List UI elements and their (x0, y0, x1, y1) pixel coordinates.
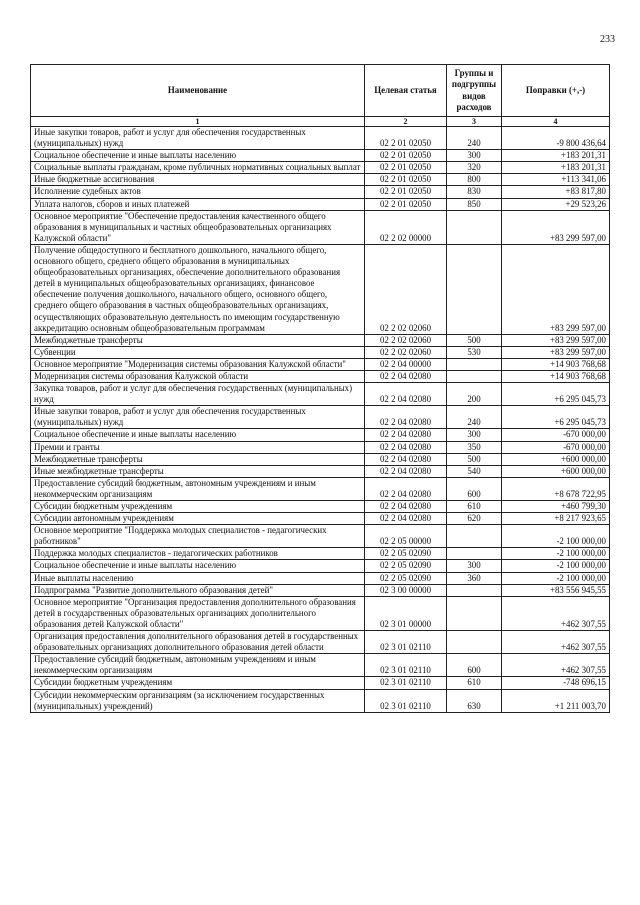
row-expense-group-cell: 630 (447, 689, 502, 712)
row-amendment-cell: -2 100 000,00 (502, 525, 610, 548)
table-body (31, 127, 610, 713)
row-amendment-cell: -2 100 000,00 (502, 572, 610, 584)
row-amendment-cell: +14 903 768,68 (502, 358, 610, 370)
table-row (31, 689, 610, 712)
row-target-article-cell: 02 2 04 02080 (365, 441, 447, 453)
row-name-cell: Иные межбюджетные трансферты (31, 465, 365, 477)
header-name: Наименование (31, 65, 365, 117)
row-target-article-cell: 02 2 01 02050 (365, 174, 447, 186)
row-target-article-cell: 02 2 04 00000 (365, 358, 447, 370)
row-name-cell: Закупка товаров, работ и услуг для обеспечения государственных (муниципальных) нужд (31, 383, 365, 406)
row-name-cell: Исполнение судебных актов (31, 186, 365, 198)
row-expense-group-cell: 800 (447, 174, 502, 186)
table-row (31, 548, 610, 560)
row-expense-group-cell (447, 244, 502, 334)
row-name-cell: Подпрограмма "Развитие дополнительного образования детей" (31, 584, 365, 596)
header-expense-group: Группы и подгруппы видов расходов (447, 65, 502, 117)
row-target-article-cell: 02 2 02 02060 (365, 334, 447, 346)
row-name-cell: Межбюджетные трансферты (31, 453, 365, 465)
row-name-cell: Основное мероприятие "Организация предоставления дополнительного образования детей в государственных образовательных организациях дополнительного образования детей Калужской области" (31, 596, 365, 630)
table-row (31, 465, 610, 477)
row-amendment-cell: -748 696,15 (502, 677, 610, 689)
row-target-article-cell: 02 2 02 00000 (365, 210, 447, 244)
table-row (31, 406, 610, 429)
row-expense-group-cell: 500 (447, 453, 502, 465)
row-target-article-cell: 02 2 05 02090 (365, 548, 447, 560)
row-amendment-cell: +83 817,80 (502, 186, 610, 198)
row-target-article-cell: 02 2 04 02080 (365, 501, 447, 513)
row-amendment-cell: +183 201,31 (502, 150, 610, 162)
row-amendment-cell: +462 307,55 (502, 596, 610, 630)
table-row (31, 584, 610, 596)
row-amendment-cell: +462 307,55 (502, 654, 610, 677)
table-row (31, 631, 610, 654)
row-target-article-cell: 02 2 04 02080 (365, 429, 447, 441)
row-amendment-cell: +83 299 597,00 (502, 210, 610, 244)
header-row (31, 65, 610, 117)
row-target-article-cell: 02 2 01 02050 (365, 186, 447, 198)
row-expense-group-cell: 500 (447, 334, 502, 346)
row-name-cell: Социальное обеспечение и иные выплаты населению (31, 429, 365, 441)
row-expense-group-cell: 610 (447, 501, 502, 513)
row-amendment-cell: +600 000,00 (502, 465, 610, 477)
row-expense-group-cell: 320 (447, 162, 502, 174)
row-name-cell: Получение общедоступного и бесплатного дошкольного, начального общего, основного общего, среднего общего образования в муниципальных общеобразовательных организациях, обеспечение дополнительного образования детей в муниципальных общеобразовательных организациях, финансовое обеспечение получения дошкольного, начального общего, основного общего, среднего общего образования в частных общеобразовательных организациях, осуществляющих образовательную деятельность по имеющим государственную аккредитацию основным общеобразовательным программам (31, 244, 365, 334)
row-amendment-cell: +8 217 923,65 (502, 513, 610, 525)
row-target-article-cell: 02 3 01 02110 (365, 677, 447, 689)
row-target-article-cell: 02 3 01 00000 (365, 596, 447, 630)
column-index: 2 (365, 117, 447, 127)
row-expense-group-cell: 200 (447, 383, 502, 406)
row-expense-group-cell: 530 (447, 346, 502, 358)
row-target-article-cell: 02 2 02 02060 (365, 346, 447, 358)
row-name-cell: Уплата налогов, сборов и иных платежей (31, 198, 365, 210)
row-expense-group-cell: 300 (447, 560, 502, 572)
row-target-article-cell: 02 2 04 02080 (365, 406, 447, 429)
row-expense-group-cell: 360 (447, 572, 502, 584)
row-amendment-cell: +600 000,00 (502, 453, 610, 465)
row-expense-group-cell: 850 (447, 198, 502, 210)
table-row (31, 525, 610, 548)
row-name-cell: Основное мероприятие "Модернизация системы образования Калужской области" (31, 358, 365, 370)
row-name-cell: Иные закупки товаров, работ и услуг для обеспечения государственных (муниципальных) нужд (31, 406, 365, 429)
table-row (31, 150, 610, 162)
row-name-cell: Организация предоставления дополнительного образования детей в государственных образовательных организациях дополнительного образования детей области (31, 631, 365, 654)
row-target-article-cell: 02 2 05 02090 (365, 560, 447, 572)
row-target-article-cell: 02 2 01 02050 (365, 162, 447, 174)
row-name-cell: Поддержка молодых специалистов - педагогических работников (31, 548, 365, 560)
row-name-cell: Основное мероприятие "Обеспечение предоставления качественного общего образования в муниципальных и частных общеобразовательных организациях Калужской области" (31, 210, 365, 244)
row-name-cell: Межбюджетные трансферты (31, 334, 365, 346)
page-number: 233 (600, 34, 615, 45)
row-name-cell: Социальное обеспечение и иные выплаты населению (31, 150, 365, 162)
table-row (31, 441, 610, 453)
row-expense-group-cell (447, 548, 502, 560)
row-name-cell: Премии и гранты (31, 441, 365, 453)
table-row (31, 453, 610, 465)
row-target-article-cell: 02 2 01 02050 (365, 150, 447, 162)
row-expense-group-cell (447, 210, 502, 244)
row-name-cell: Предоставление субсидий бюджетным, автономным учреждениям и иным некоммерческим организациям (31, 654, 365, 677)
row-expense-group-cell: 600 (447, 477, 502, 500)
row-expense-group-cell: 240 (447, 406, 502, 429)
row-name-cell: Субсидии некоммерческим организациям (за исключением государственных (муниципальных) учреждений) (31, 689, 365, 712)
table-row (31, 513, 610, 525)
row-target-article-cell: 02 2 05 02090 (365, 572, 447, 584)
row-amendment-cell: -670 000,00 (502, 429, 610, 441)
row-name-cell: Иные выплаты населению (31, 572, 365, 584)
row-name-cell: Субсидии бюджетным учреждениям (31, 501, 365, 513)
table-row (31, 244, 610, 334)
row-target-article-cell: 02 2 04 02080 (365, 477, 447, 500)
row-expense-group-cell: 600 (447, 654, 502, 677)
row-target-article-cell: 02 2 04 02080 (365, 513, 447, 525)
row-expense-group-cell (447, 631, 502, 654)
row-amendment-cell: -2 100 000,00 (502, 560, 610, 572)
table-row (31, 346, 610, 358)
row-expense-group-cell: 610 (447, 677, 502, 689)
row-target-article-cell: 02 3 00 00000 (365, 584, 447, 596)
row-expense-group-cell: 540 (447, 465, 502, 477)
table-row (31, 186, 610, 198)
row-expense-group-cell (447, 596, 502, 630)
row-amendment-cell: +83 299 597,00 (502, 244, 610, 334)
row-amendment-cell: +6 295 045,73 (502, 406, 610, 429)
table-row (31, 334, 610, 346)
row-amendment-cell: +462 307,55 (502, 631, 610, 654)
column-index-row (31, 117, 610, 127)
row-target-article-cell: 02 2 05 00000 (365, 525, 447, 548)
row-name-cell: Субсидии бюджетным учреждениям (31, 677, 365, 689)
table-row (31, 560, 610, 572)
table-row (31, 501, 610, 513)
row-expense-group-cell (447, 358, 502, 370)
row-expense-group-cell: 300 (447, 150, 502, 162)
table-row (31, 383, 610, 406)
row-name-cell: Основное мероприятие "Поддержка молодых специалистов - педагогических работников" (31, 525, 365, 548)
row-expense-group-cell: 350 (447, 441, 502, 453)
row-amendment-cell: +113 341,06 (502, 174, 610, 186)
table-row (31, 596, 610, 630)
row-expense-group-cell (447, 525, 502, 548)
column-index: 4 (502, 117, 610, 127)
row-expense-group-cell: 240 (447, 127, 502, 150)
row-expense-group-cell (447, 370, 502, 382)
row-name-cell: Субсидии автономным учреждениям (31, 513, 365, 525)
row-name-cell: Иные закупки товаров, работ и услуг для обеспечения государственных (муниципальных) нужд (31, 127, 365, 150)
row-expense-group-cell: 830 (447, 186, 502, 198)
table-row (31, 429, 610, 441)
row-amendment-cell: +83 299 597,00 (502, 346, 610, 358)
row-expense-group-cell (447, 584, 502, 596)
table-row (31, 358, 610, 370)
row-name-cell: Иные бюджетные ассигнования (31, 174, 365, 186)
row-expense-group-cell: 620 (447, 513, 502, 525)
column-index: 1 (31, 117, 365, 127)
table-row (31, 174, 610, 186)
row-target-article-cell: 02 2 01 02050 (365, 198, 447, 210)
table-row (31, 677, 610, 689)
table-row (31, 572, 610, 584)
row-amendment-cell: -670 000,00 (502, 441, 610, 453)
row-target-article-cell: 02 2 04 02080 (365, 465, 447, 477)
row-target-article-cell: 02 2 01 02050 (365, 127, 447, 150)
row-target-article-cell: 02 2 02 02060 (365, 244, 447, 334)
table-row (31, 370, 610, 382)
column-index: 3 (447, 117, 502, 127)
row-target-article-cell: 02 3 01 02110 (365, 631, 447, 654)
row-amendment-cell: +83 556 945,55 (502, 584, 610, 596)
row-name-cell: Социальные выплаты гражданам, кроме публичных нормативных социальных выплат (31, 162, 365, 174)
row-amendment-cell: +8 678 722,95 (502, 477, 610, 500)
table-row (31, 477, 610, 500)
budget-amendments-table (30, 64, 610, 713)
row-target-article-cell: 02 2 04 02080 (365, 383, 447, 406)
row-name-cell: Предоставление субсидий бюджетным, автономным учреждениям и иным некоммерческим организациям (31, 477, 365, 500)
row-amendment-cell: +460 799,30 (502, 501, 610, 513)
table-row (31, 210, 610, 244)
header-amendment: Поправки (+,-) (502, 65, 610, 117)
row-amendment-cell: -9 800 436,64 (502, 127, 610, 150)
table-row (31, 654, 610, 677)
row-target-article-cell: 02 3 01 02110 (365, 689, 447, 712)
row-target-article-cell: 02 2 04 02080 (365, 370, 447, 382)
row-amendment-cell: +1 211 003,70 (502, 689, 610, 712)
row-amendment-cell: +83 299 597,00 (502, 334, 610, 346)
row-amendment-cell: -2 100 000,00 (502, 548, 610, 560)
row-target-article-cell: 02 3 01 02110 (365, 654, 447, 677)
header-target-article: Целевая статья (365, 65, 447, 117)
row-expense-group-cell: 300 (447, 429, 502, 441)
row-name-cell: Социальное обеспечение и иные выплаты населению (31, 560, 365, 572)
row-amendment-cell: +29 523,26 (502, 198, 610, 210)
table-row (31, 127, 610, 150)
table-row (31, 198, 610, 210)
row-amendment-cell: +6 295 045,73 (502, 383, 610, 406)
row-amendment-cell: +183 201,31 (502, 162, 610, 174)
table-row (31, 162, 610, 174)
row-name-cell: Субвенции (31, 346, 365, 358)
row-amendment-cell: +14 903 768,68 (502, 370, 610, 382)
row-name-cell: Модернизация системы образования Калужской области (31, 370, 365, 382)
row-target-article-cell: 02 2 04 02080 (365, 453, 447, 465)
